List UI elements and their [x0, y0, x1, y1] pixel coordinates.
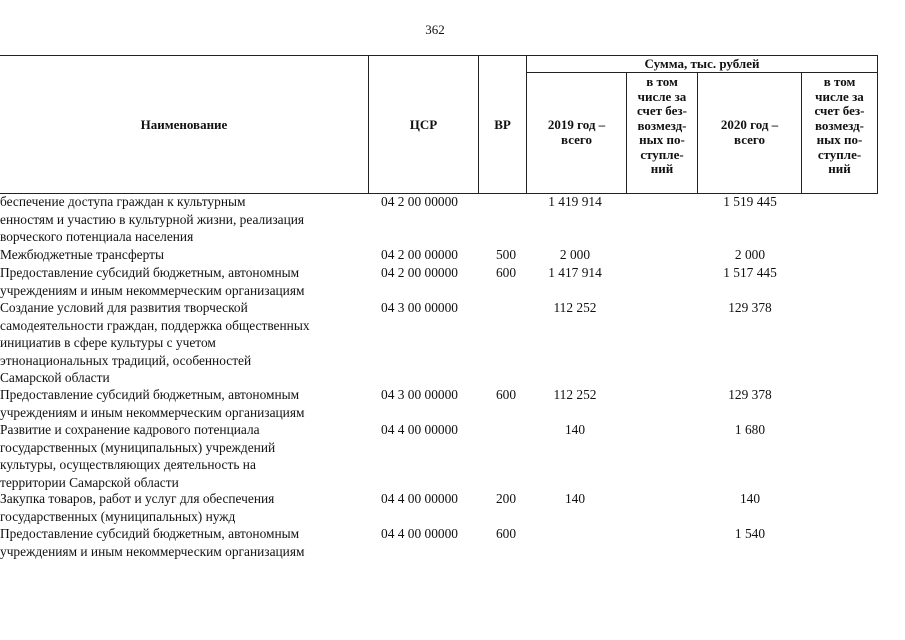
header-csr: ЦСР [409, 117, 438, 132]
row-2019: 2 000 [559, 247, 591, 262]
row-csr: 04 3 00 00000 [381, 387, 458, 402]
row-2019: 140 [564, 422, 586, 437]
row-2020: 1 540 [734, 526, 766, 541]
row-csr: 04 4 00 00000 [381, 491, 458, 506]
row-2020: 1 519 445 [723, 194, 777, 209]
row-2020: 140 [739, 491, 761, 506]
row-2020: 2 000 [734, 247, 766, 262]
row-2019: 112 252 [553, 387, 597, 402]
row-csr: 04 2 00 00000 [381, 265, 458, 280]
row-2020: 1 517 445 [723, 265, 777, 280]
row-csr: 04 3 00 00000 [381, 300, 458, 315]
table-right-border [877, 55, 878, 193]
row-vr: 200 [495, 491, 517, 506]
row-vr: 600 [495, 265, 517, 280]
header-vr: ВР [494, 117, 511, 132]
row-name: Предоставление субсидий бюджетным, автономным учреждениям и иным некоммерческим организациям [0, 526, 305, 559]
header-sum-group: Сумма, тыс. рублей [644, 56, 760, 71]
row-2019: 1 417 914 [548, 265, 602, 280]
row-csr: 04 2 00 00000 [381, 247, 458, 262]
row-name: беспечение доступа граждан к культурным енностям и участию в культурной жизни, реализация ворческого потенциала населения [0, 194, 305, 244]
row-2019: 1 419 914 [548, 194, 602, 209]
row-2019: 140 [564, 491, 586, 506]
row-name: Создание условий для развития творческой самодеятельности граждан, поддержка общественных инициатив в сфере культуры с учетом этнонациональных традиций, особенностей Самарской области [0, 300, 310, 385]
row-name: Закупка товаров, работ и услуг для обеспечения государственных (муниципальных) нужд [0, 491, 275, 524]
row-name: Предоставление субсидий бюджетным, автономным учреждениям и иным некоммерческим организациям [0, 387, 305, 420]
row-csr: 04 2 00 00000 [381, 194, 458, 209]
row-2020: 129 378 [728, 300, 772, 315]
header-2020-total: 2020 год – всего [720, 117, 779, 147]
header-2020-gratuitous: в том числе за счет без- возмезд- ных по- ступле- ний [814, 74, 865, 176]
row-name: Развитие и сохранение кадрового потенциала государственных (муниципальных) учреждений культуры, осуществляющих деятельность на территории Самарской области [0, 422, 276, 490]
header-2019-total: 2019 год – всего [547, 117, 606, 147]
row-2020: 129 378 [728, 387, 772, 402]
row-vr: 600 [495, 387, 517, 402]
row-2019: 112 252 [553, 300, 597, 315]
header-name: Наименование [140, 117, 228, 132]
row-name: Межбюджетные трансферты [0, 247, 164, 262]
header-2019-gratuitous: в том числе за счет без- возмезд- ных по- ступле- ний [637, 74, 687, 176]
row-vr: 500 [495, 247, 517, 262]
page-number: 362 [425, 22, 445, 37]
row-2020: 1 680 [734, 422, 766, 437]
row-vr: 600 [495, 526, 517, 541]
row-csr: 04 4 00 00000 [381, 526, 458, 541]
row-csr: 04 4 00 00000 [381, 422, 458, 437]
sum-group-rule [526, 72, 878, 73]
row-name: Предоставление субсидий бюджетным, автономным учреждениям и иным некоммерческим организациям [0, 265, 305, 298]
